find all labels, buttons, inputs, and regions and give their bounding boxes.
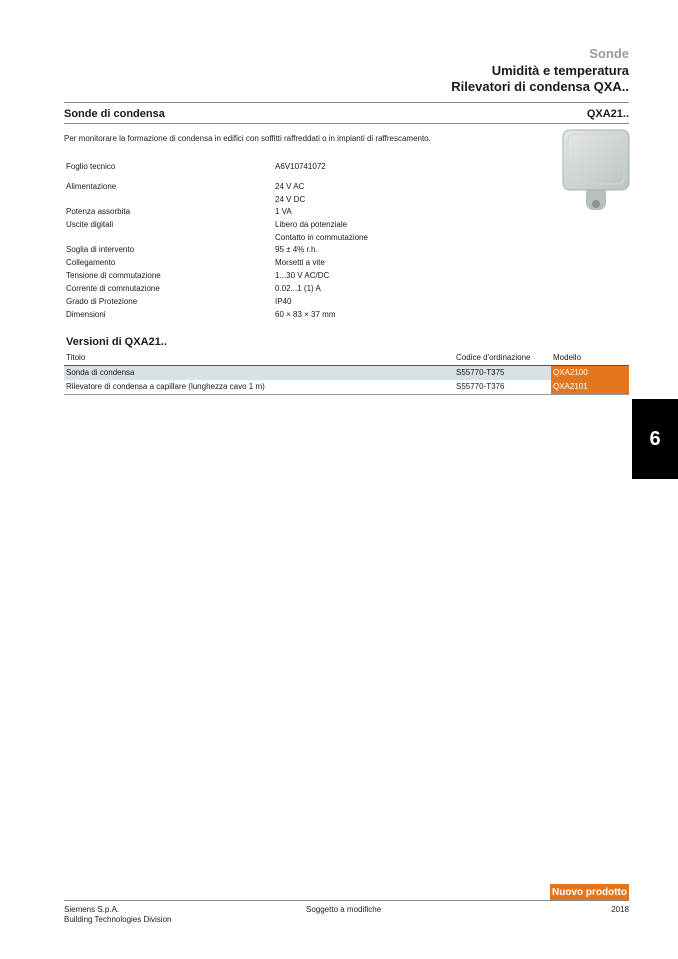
footer-company: Siemens S.p.A.	[64, 905, 120, 914]
row-title: Sonda di condensa	[66, 368, 135, 377]
row-title: Rilevatore di condensa a capillare (lunghezza cavo 1 m)	[66, 382, 265, 391]
product-photo	[562, 128, 630, 214]
model-cell	[551, 366, 629, 380]
spec-value: 95 ± 4% r.h.	[275, 245, 318, 254]
spec-label: Tensione di commutazione	[66, 271, 161, 280]
spec-label: Foglio tecnico	[66, 162, 116, 171]
spec-value: Morsetti a vite	[275, 258, 325, 267]
spec-label: Collegamento	[66, 258, 116, 267]
column-header-model: Modello	[553, 353, 582, 362]
spec-label: Potenza assorbita	[66, 207, 131, 216]
spec-value: 1...30 V AC/DC	[275, 271, 330, 280]
row-model: QXA2100	[553, 368, 588, 377]
spec-value: Contatto in commutazione	[275, 233, 368, 242]
footer-division: Building Technologies Division	[64, 915, 172, 924]
spec-label: Dimensioni	[66, 310, 106, 319]
section-code: QXA21..	[586, 108, 629, 120]
column-header-order-code: Codice d'ordinazione	[456, 353, 531, 362]
table-header	[64, 351, 629, 366]
header-title-line1: Umidità e temperatura	[491, 63, 629, 78]
table-row	[64, 366, 629, 380]
versions-title: Versioni di QXA21..	[66, 336, 167, 348]
spec-label: Corrente di commutazione	[66, 284, 160, 293]
spec-value: 60 × 83 × 37 mm	[275, 310, 336, 319]
new-product-badge: Nuovo prodotto	[550, 884, 629, 900]
spec-value: A6V10741072	[275, 162, 326, 171]
spec-label: Uscite digitali	[66, 220, 114, 229]
spec-value: Libero da potenziale	[275, 220, 348, 229]
versions-table	[64, 351, 629, 395]
table-row	[64, 380, 629, 395]
row-order-code: S55770-T375	[456, 368, 505, 377]
row-model: QXA2101	[553, 382, 588, 391]
header-category: Sonde	[589, 46, 629, 61]
column-header-title: Titolo	[66, 353, 86, 362]
model-cell	[551, 380, 629, 394]
footer-year: 2018	[611, 905, 629, 914]
spec-value: 1 VA	[275, 207, 292, 216]
spec-label: Alimentazione	[66, 182, 117, 191]
section-rule	[64, 123, 629, 124]
row-order-code: S55770-T376	[456, 382, 505, 391]
spec-value: 24 V DC	[275, 195, 306, 204]
header-title-line2: Rilevatori di condensa QXA..	[451, 79, 629, 94]
footer-rule	[64, 900, 629, 901]
spec-value: 0.02...1 (1) A	[275, 284, 321, 293]
spec-label: Soglia di intervento	[66, 245, 135, 254]
section-title: Sonde di condensa	[64, 108, 165, 120]
chapter-tab: 6	[632, 399, 678, 479]
spec-value: 24 V AC	[275, 182, 305, 191]
spec-label: Grado di Protezione	[66, 297, 138, 306]
footer-note: Soggetto a modifiche	[306, 905, 382, 914]
section-intro: Per monitorare la formazione di condensa in edifici con soffitti raffreddati o in impianti di raffrescamento.	[64, 134, 431, 143]
spec-value: IP40	[275, 297, 292, 306]
header-rule	[64, 102, 629, 103]
